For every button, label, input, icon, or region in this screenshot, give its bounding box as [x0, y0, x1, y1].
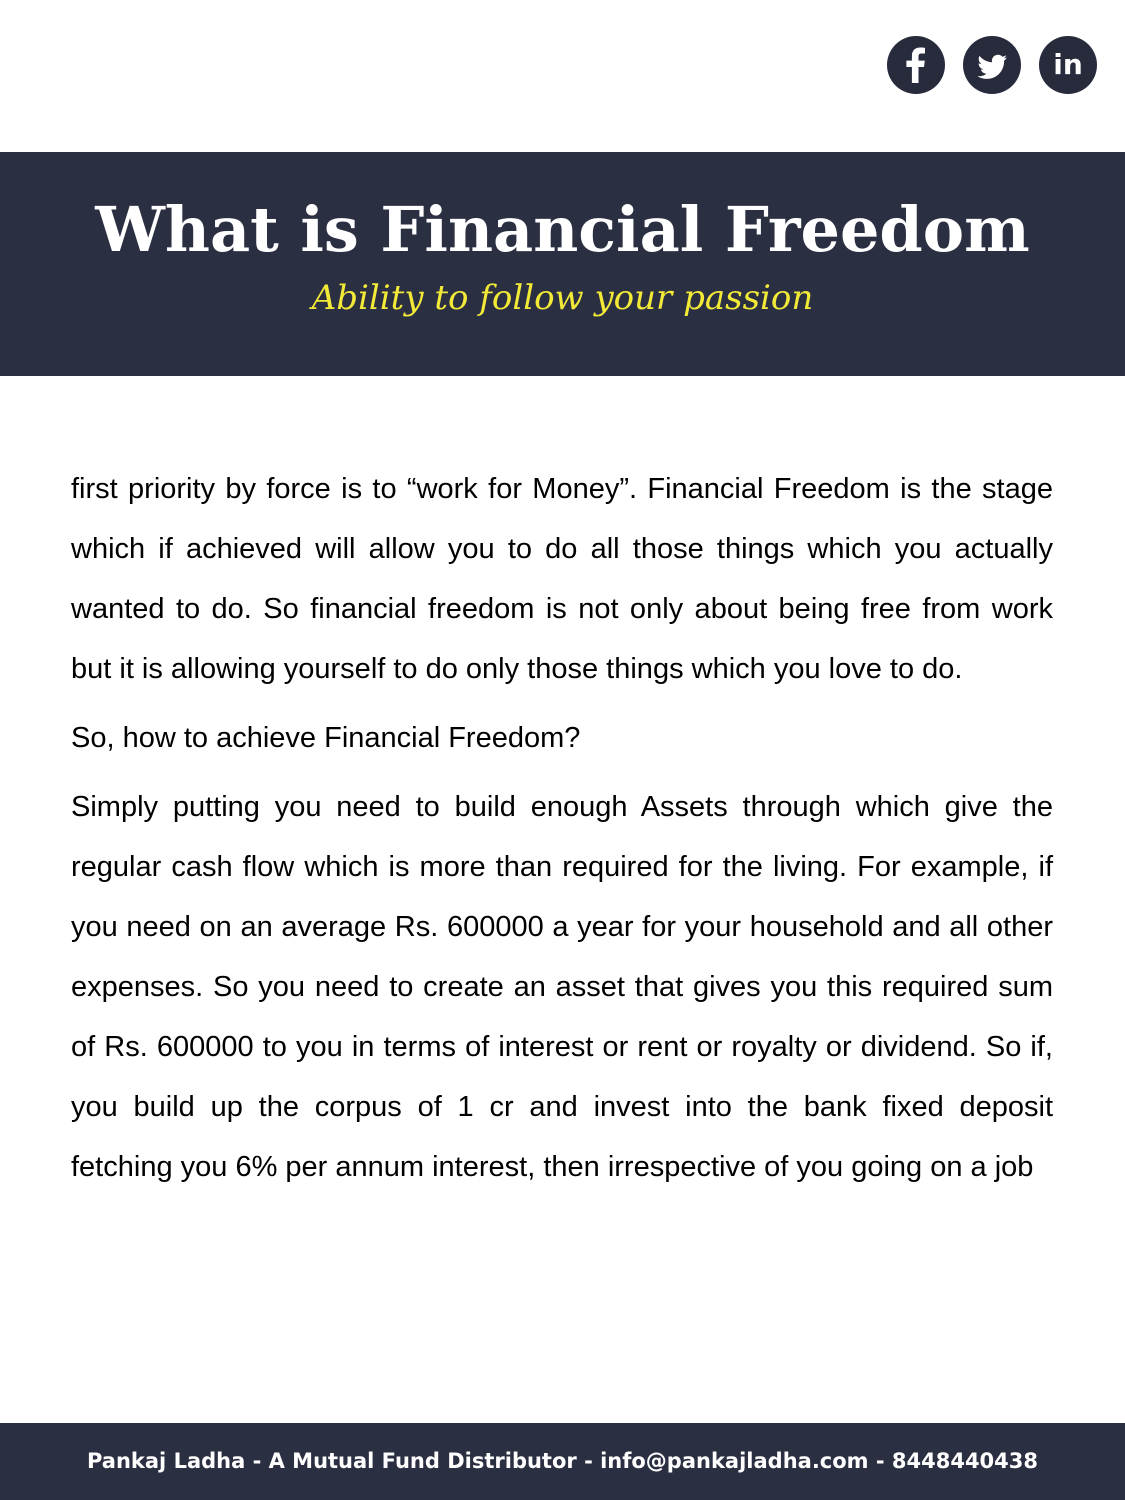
- social-links: [887, 36, 1097, 94]
- paragraph: So, how to achieve Financial Freedom?: [71, 722, 581, 754]
- title-banner: [0, 152, 1125, 376]
- linkedin-icon[interactable]: [1039, 36, 1097, 94]
- page-subtitle: Ability to follow your passion: [311, 278, 814, 318]
- paragraph: Simply putting you need to build enough Assets through which give the regular cash flow which is more than required for the living. For example, if you need on an average Rs. 600000 a year for your household and all other expenses. So you need to create an asset that gives you this required sum of Rs. 600000 to you in terms of interest or rent or royalty or dividend. So if, you build up the corpus of 1 cr and invest into the bank fixed deposit fetching you 6% per annum interest, then irrespective of you going on a job: [71, 791, 1053, 1183]
- twitter-icon[interactable]: [963, 36, 1021, 94]
- paragraph: first priority by force is to “work for Money”. Financial Freedom is the stage which if achieved will allow you to do all those things which you actually wanted to do. So financial freedom is not only about being free from work but it is allowing yourself to do only those things which you love to do.: [71, 473, 1053, 685]
- facebook-icon[interactable]: [887, 36, 945, 94]
- page-title: What is Financial Freedom: [95, 193, 1030, 266]
- footer-contact: Pankaj Ladha - A Mutual Fund Distributor - info@pankajladha.com - 8448440438: [0, 1423, 1125, 1500]
- linkedin-icon-text: in: [1053, 48, 1083, 81]
- article-body: [71, 459, 1053, 1206]
